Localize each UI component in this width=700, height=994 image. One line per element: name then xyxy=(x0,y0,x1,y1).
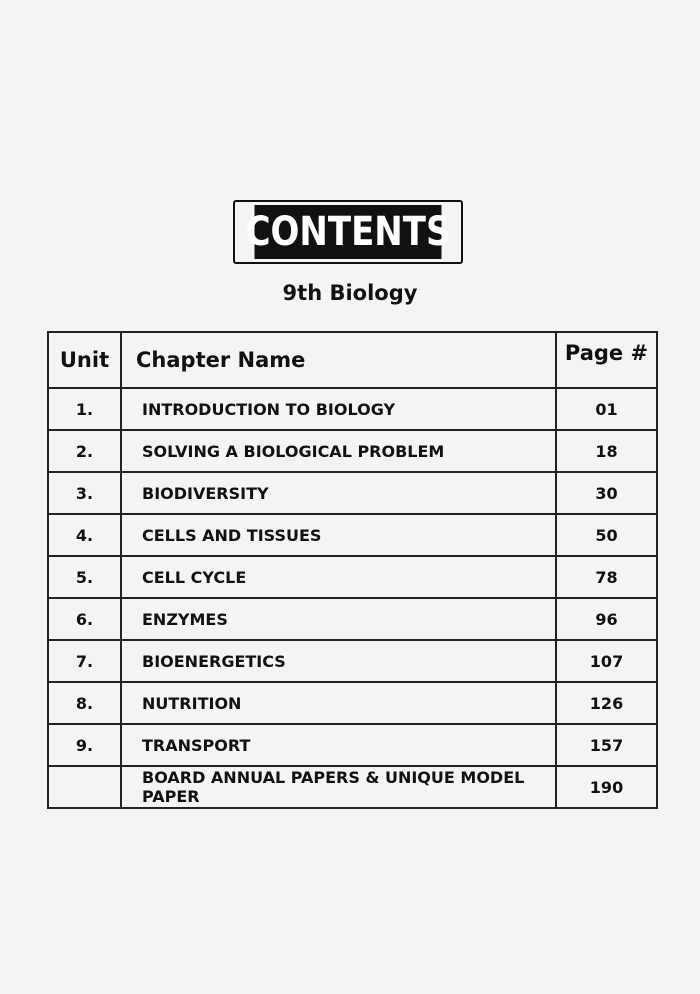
chapter-name: CELLS AND TISSUES xyxy=(121,514,556,556)
chapter-name: BIOENERGETICS xyxy=(121,640,556,682)
table-row xyxy=(48,388,657,430)
table-row xyxy=(48,514,657,556)
unit-number: 5. xyxy=(48,556,121,598)
chapter-name: BOARD ANNUAL PAPERS & UNIQUE MODEL PAPER xyxy=(121,766,556,808)
chapter-name: SOLVING A BIOLOGICAL PROBLEM xyxy=(121,430,556,472)
table-row xyxy=(48,640,657,682)
chapter-name: NUTRITION xyxy=(121,682,556,724)
unit-number: 3. xyxy=(48,472,121,514)
chapter-name: INTRODUCTION TO BIOLOGY xyxy=(121,388,556,430)
unit-number: 6. xyxy=(48,598,121,640)
unit-number: 7. xyxy=(48,640,121,682)
unit-number: 2. xyxy=(48,430,121,472)
page-number: 126 xyxy=(556,682,657,724)
unit-number: 9. xyxy=(48,724,121,766)
chapter-name: ENZYMES xyxy=(121,598,556,640)
page-number: 30 xyxy=(556,472,657,514)
unit-number: 4. xyxy=(48,514,121,556)
table-row xyxy=(48,472,657,514)
table-row xyxy=(48,724,657,766)
page-number: 157 xyxy=(556,724,657,766)
unit-column-header: Unit xyxy=(48,332,121,388)
page-number: 107 xyxy=(556,640,657,682)
table-row xyxy=(48,556,657,598)
chapter-name: CELL CYCLE xyxy=(121,556,556,598)
table-header-row xyxy=(48,332,657,388)
table-of-contents xyxy=(47,331,658,809)
table-row xyxy=(48,598,657,640)
unit-number: 1. xyxy=(48,388,121,430)
unit-number xyxy=(48,766,121,808)
chapter-name: BIODIVERSITY xyxy=(121,472,556,514)
contents-title: CONTENTS xyxy=(255,205,442,259)
page-number: 96 xyxy=(556,598,657,640)
page-number: 190 xyxy=(556,766,657,808)
table-row xyxy=(48,430,657,472)
unit-number: 8. xyxy=(48,682,121,724)
page-column-header: Page # xyxy=(556,332,657,388)
subject-subtitle: 9th Biology xyxy=(282,281,418,305)
page-number: 01 xyxy=(556,388,657,430)
page-number: 18 xyxy=(556,430,657,472)
chapter-column-header: Chapter Name xyxy=(121,332,556,388)
table-row xyxy=(48,766,657,808)
page-number: 50 xyxy=(556,514,657,556)
page-number: 78 xyxy=(556,556,657,598)
table-row xyxy=(48,682,657,724)
contents-title-badge xyxy=(233,200,463,264)
chapter-name: TRANSPORT xyxy=(121,724,556,766)
